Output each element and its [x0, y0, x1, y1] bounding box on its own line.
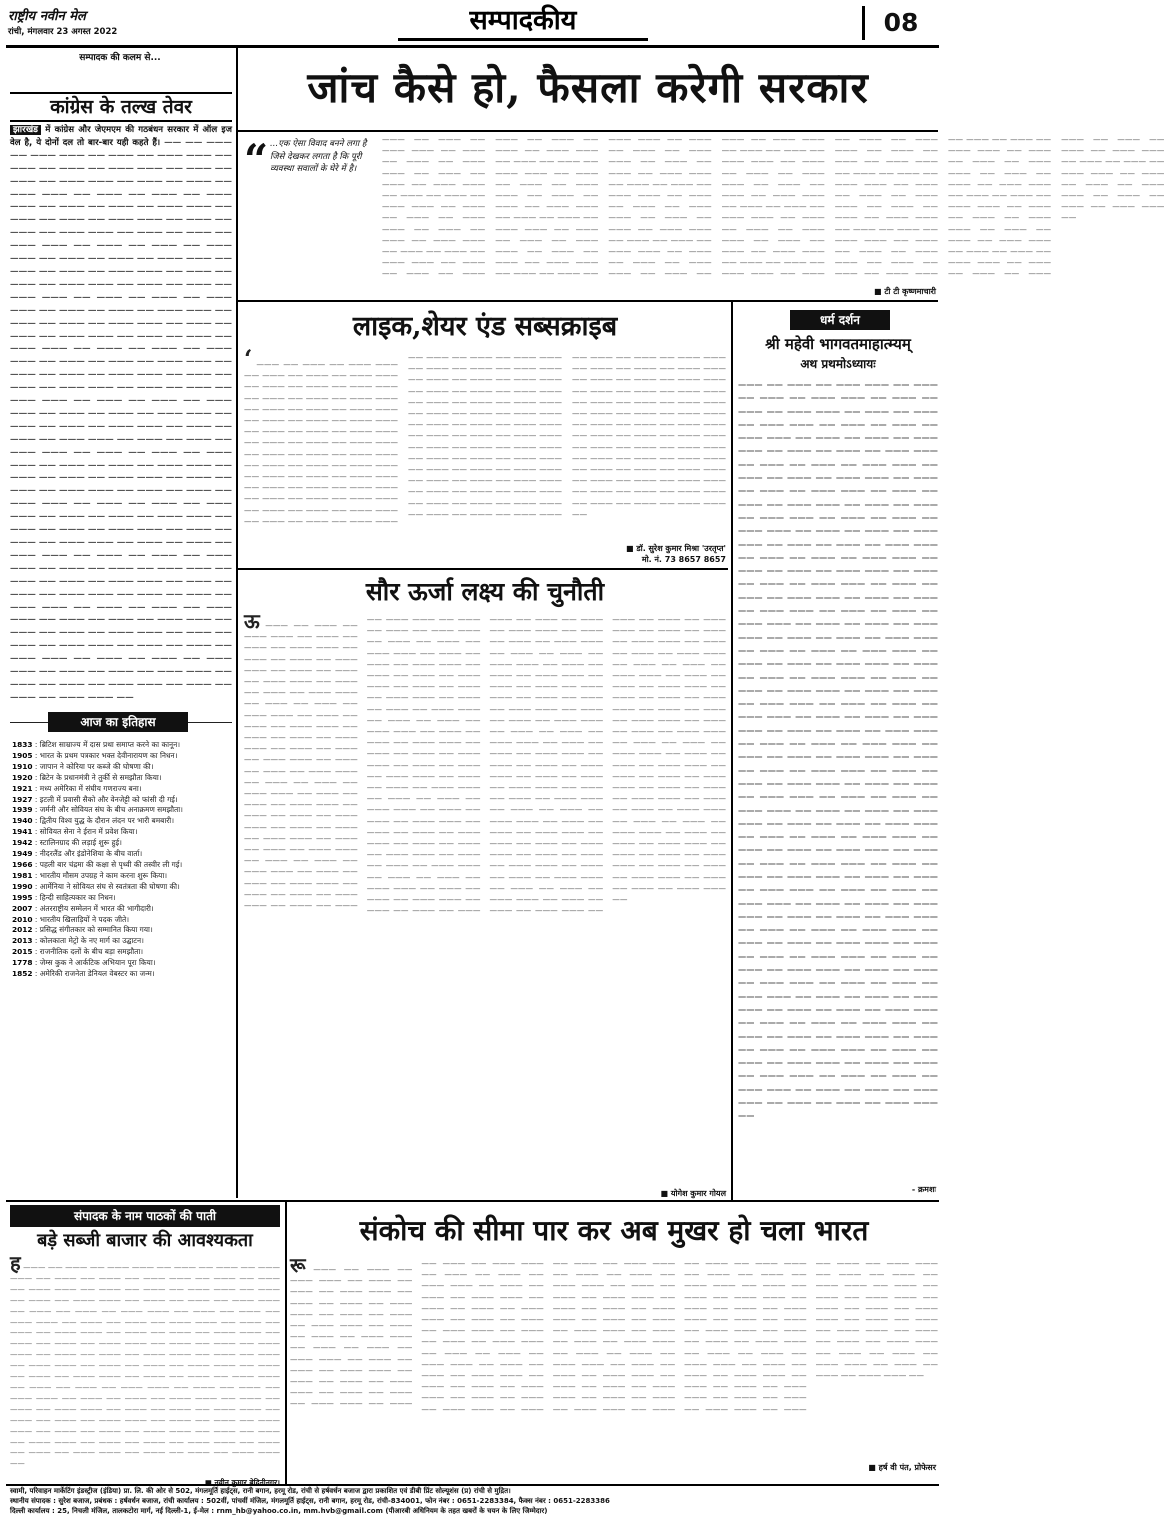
india-byline: ■ हर्ष वी पंत, प्रोफेसर [868, 1463, 936, 1472]
pull-quote: ...एक ऐसा विवाद बनने लगा है जिसे देखकर लगता है कि पूरी व्यवस्था सवालों के घेरे में है। [270, 139, 367, 175]
solar-drop-cap: ऊ [244, 609, 260, 633]
like-share-mobile: मो. नं. 73 8657 8657 [641, 555, 726, 564]
history-year: 1910 [12, 761, 33, 771]
editorial-title: कांग्रेस के तल्ख तेवर [10, 92, 232, 122]
history-year: 1852 [12, 969, 33, 979]
history-text: पहली बार चंद्रमा की कक्षा से पृथ्वी की तस्वीर ली गई। [39, 859, 183, 869]
like-share-byline: ■ डॉ. सुरेश कुमार मिश्रा 'उरतृप्त' [626, 544, 726, 553]
history-item: 1990 : आर्मेनिया ने सोवियत संघ से स्वतंत्रता की घोषणा की। [12, 881, 180, 891]
history-item: 1966 : पहली बार चंद्रमा की कक्षा से पृथ्वी की तस्वीर ली गई। [12, 859, 183, 869]
history-title: आज का इतिहास [48, 712, 188, 732]
history-text: अंतरराष्ट्रीय सम्मेलन में भारत की भागीदारी। [39, 903, 154, 913]
dharm-subtitle: अथ प्रथमोऽध्यायः [800, 357, 876, 371]
solar-byline: ■ योगेश कुमार गोयल [560, 1188, 726, 1199]
history-item: 2015 : राजनीतिक दलों के बीच बड़ा समझौता। [12, 947, 144, 957]
history-text: भारतीय मौसम उपग्रह ने काम करना शुरू किया। [39, 870, 168, 880]
editor-kicker: सम्पादक की कलम से... [79, 53, 161, 63]
history-item: 1981 : भारतीय मौसम उपग्रह ने काम करना शुरू किया। [12, 870, 168, 880]
history-text: अमेरिकी राजनेता डेनियल वेबस्टर का जन्म। [39, 969, 155, 979]
solar-title: सौर ऊर्जा लक्ष्य की चुनौती [365, 577, 605, 606]
history-text: जर्मनी और सोवियत संघ के बीच अनाक्रमण समझौता। [39, 805, 183, 815]
history-year: 2015 [12, 947, 33, 957]
history-year: 2010 [12, 914, 33, 924]
history-item: 2010 : भारतीय खिलाड़ियों ने पदक जीते। [12, 914, 129, 924]
history-text: प्रसिद्ध संगीतकार को सम्मानित किया गया। [39, 925, 153, 935]
main-article-byline-name: टी टी कृष्णमाचारी [884, 287, 936, 296]
history-year: 1939 [12, 805, 33, 815]
dharm-banner: धर्म दर्शन [790, 310, 890, 330]
letters-byline: ■ नवीन कुमार बेदिनीनगर। [204, 1478, 280, 1487]
history-item: 2007 : अंतरराष्ट्रीय सम्मेलन में भारत की भागीदारी। [12, 903, 154, 913]
page-number: 08 [862, 6, 937, 40]
history-year: 1966 [12, 859, 33, 869]
pull-quote-mark: “ [244, 135, 269, 184]
history-item: 1920 : ब्रिटेन के प्रधानमंत्री ने तुर्की से समझौता किया। [12, 772, 162, 782]
history-year: 1949 [12, 849, 33, 859]
like-share-body: ‘ ——— —— ——— —— ——— ——— —— ——— —— ——— —— ——— ——— —— ——— —— ——— —— ——— ——— —— ——— —— ——— —— ——— ——— —— ——— —— ——— —— ——— ——— —— ——— —— ——— —— ——— ——— —— ——— —— ——— —— ——— ——— —— ——— —— ——— —— ——— ——— —— ——— —— ——— —— ——— ——— —— ——— —— ——— —— ——— ——— —— ——— —— ——— —— ——— ——— —— ——— —— ——— —— ——— ——— —— ——— —— ——— —— ——— ——— —— ——— —— ——— —— ——— ——— —— ——— —— ——— —— ——— ——— —— ——— —— ——— —— ——— ——— —— ——— —— ——— —— ——— ——— —— ——— —— ——— —— ——— ——— —— ——— —— ——— —— ——— ——— —— ——— —— ——— —— ——— ——— —— ——— —— ——— —— ——— ——— —— ——— —— ——— —— ——— ——— —— ——— —— ——— —— ——— ——— —— ——— —— ——— —— ——— ——— —— ——— —— ——— —— ——— ——— —— ——— —— ——— —— ——— ——— —— ——— —— ——— —— ——— ——— —— ——— —— ——— —— ——— ——— —— ——— —— ——— —— ——— ——— —— ——— —— ——— —— ——— ——— —— ——— —— ——— —— ——— ——— —— ——— —— ——— —— ——— ——— —— ——— —— ——— —— ——— ——— —— ——— —— ——— —— ——— ——— —— ——— —— ——— —— ——— ——— —— ——— —— ——— —— ——— ——— —— ——— —— ——— —— ——— ——— —— ——— —— ——— —— ——— ——— —— ——— —— ——— —— ——— ——— —— ——— —— ——— —— ——— ——— —— ——— —— ——— —— ——— ——— —— ——— —— ——— —— ——— ——— —— ——— —— ——— —— ——— ——— —— ——— —— ——— —— ——— ——— —— [244, 344, 726, 526]
history-year: 1981 [12, 870, 33, 880]
india-drop-cap: रू [290, 1253, 306, 1277]
history-item: 1910 : जापान ने कोरिया पर कब्जे की घोषणा की। [12, 761, 154, 771]
history-text: नीदरलैंड और इंडोनेशिया के बीच वार्ता। [39, 849, 143, 859]
letters-title: बड़े सब्जी बाजार की आवश्यकता [37, 1230, 253, 1251]
history-year: 1995 [12, 892, 33, 902]
editorial-lead: में कांग्रेस और जेएमएम की गठबंधन सरकार में ऑल इज वेल है, ये दोनों दल तो बार-बार यही कहते हैं। [10, 125, 232, 148]
solar-rule [238, 568, 728, 570]
history-text: ब्रिटिश साम्राज्य में दास प्रथा समाप्त करने का कानून। [39, 740, 181, 749]
letters-author: नवीन कुमार बेदिनीनगर। [214, 1478, 280, 1487]
letters-banner: संपादक के नाम पाठकों की पाती [10, 1205, 280, 1227]
history-item: 1833 : ब्रिटिश साम्राज्य में दास प्रथा समाप्त करने का कानून। [12, 740, 181, 749]
dateline: रांची, मंगलवार 23 अगस्त 2022 [8, 27, 118, 37]
history-list [12, 740, 230, 1104]
section-title: सम्पादकीय [398, 4, 648, 41]
left-column-divider [236, 48, 238, 1198]
pull-quote-box [244, 136, 379, 292]
like-share-title: लाइक,शेयर एंड सब्सक्राइब [352, 311, 618, 342]
paper-name: राष्ट्रीय नवीन मेल [8, 9, 86, 24]
history-item: 1949 : नीदरलैंड और इंडोनेशिया के बीच वार्ता। [12, 849, 143, 859]
history-year: 2007 [12, 903, 33, 913]
history-year: 1927 [12, 794, 33, 804]
editorial-body: झारखंड में कांग्रेस और जेएमएम की गठबंधन सरकार में ऑल इज वेल है, ये दोनों दल तो बार-बार यही कहते हैं। —— —— ——— —— ——— ——— —— ——— —— ——— ——— —— ——— —— ——— —— ——— ——— —— ——— —— ——— —— ——— ——— —— ——— —— ——— —— ——— ——— —— ——— —— ——— —— ——— ——— —— ——— —— ——— —— ——— ——— —— ——— —— ——— —— ——— ——— —— ——— —— ——— —— ——— ——— —— ——— —— ——— —— ——— ——— —— ——— —— ——— —— ——— ——— —— ——— —— ——— —— ——— ——— —— ——— —— ——— —— ——— ——— —— ——— —— ——— —— ——— ——— —— ——— —— ——— —— ——— ——— —— ——— —— ——— —— ——— ——— —— ——— —— ——— —— ——— ——— —— ——— —— ——— —— ——— ——— —— ——— —— ——— —— ——— ——— —— ——— —— ——— —— ——— ——— —— ——— —— ——— —— ——— ——— —— ——— —— ——— —— ——— ——— —— ——— —— ——— —— ——— ——— —— ——— —— ——— —— ——— ——— —— ——— —— ——— —— ——— ——— —— ——— —— ——— —— ——— ——— —— ——— —— ——— —— ——— ——— —— ——— —— ——— —— ——— ——— —— ——— —— ——— —— ——— ——— —— ——— —— ——— —— ——— ——— —— ——— —— ——— —— ——— ——— —— ——— —— ——— —— ——— ——— —— ——— —— ——— —— ——— ——— —— ——— —— ——— —— ——— ——— —— ——— —— ——— —— ——— ——— —— ——— —— ——— —— ——— ——— —— ——— —— ——— —— ——— ——— —— ——— —— ——— —— ——— ——— —— ——— —— ——— —— ——— ——— —— ——— —— ——— —— ——— ——— —— ——— —— ——— —— ——— ——— —— ——— —— ——— —— ——— ——— —— ——— —— ——— —— ——— ——— —— ——— —— ——— —— ——— ——— —— ——— —— ——— —— ——— ——— —— ——— —— ——— —— ——— ——— —— ——— —— ——— —— ——— ——— —— ——— —— ——— —— ——— ——— —— ——— —— ——— —— ——— ——— —— ——— —— ——— —— ——— ——— —— ——— —— ——— —— ——— ——— —— ——— —— ——— —— ——— ——— —— ——— —— ——— —— ——— ——— —— ——— —— ——— —— ——— ——— —— [10, 125, 232, 703]
history-item: 1941 : सोवियत सेना ने ईरान में प्रवेश किया। [12, 827, 138, 837]
imprint-line-2: स्थानीय संपादक : सुरेश बजाज, प्रबंधक : हर्षवर्धन बजाज, रांची कार्यालय : 502वीं, पांचवीं मंजिल, मंगलमूर्ति हाईट्स, रानी बगान, हरमू रोड, रांची-834001, फोन नंबर : 0651-2283384, फैक्स नंबर : 0651-2283386 [10, 1497, 610, 1505]
history-year: 1990 [12, 881, 33, 891]
history-text: राजनीतिक दलों के बीच बड़ा समझौता। [39, 947, 144, 957]
history-text: आर्मेनिया ने सोवियत संघ से स्वतंत्रता की घोषणा की। [39, 881, 180, 891]
history-item: 1939 : जर्मनी और सोवियत संघ के बीच अनाक्रमण समझौता। [12, 805, 183, 815]
history-year: 1921 [12, 783, 33, 793]
main-article-rule [238, 300, 938, 302]
main-article-body: ——— —— ——— —— ——— ——— —— ——— —— ——— —— ——— ——— —— ——— —— ——— —— ——— ——— —— ——— —— ——— —— ——— ——— —— ——— —— ——— —— ——— ——— —— ——— —— ——— —— ——— ——— —— ——— —— ——— —— ——— ——— —— ——— —— ——— —— ——— ——— —— ——— —— ——— —— ——— ——— —— ——— —— ——— —— ——— ——— —— ——— —— ——— —— ——— ——— —— ——— —— ——— —— ——— ——— —— ——— —— ——— —— ——— ——— —— ——— —— ——— —— ——— ——— —— ——— —— ——— —— ——— ——— —— ——— —— ——— —— ——— ——— —— ——— —— ——— —— ——— ——— —— ——— —— ——— —— ——— ——— —— ——— —— ——— —— ——— ——— —— ——— —— ——— —— ——— ——— —— ——— —— ——— —— ——— ——— —— ——— —— ——— —— ——— ——— —— ——— —— ——— —— ——— ——— —— ——— —— ——— —— ——— ——— —— ——— —— ——— —— ——— ——— —— ——— —— ——— —— ——— ——— —— ——— —— ——— —— ——— ——— —— ——— —— ——— —— ——— ——— —— ——— —— ——— —— ——— ——— —— ——— —— ——— —— ——— ——— —— ——— —— ——— —— ——— ——— —— ——— —— ——— —— ——— ——— —— ——— —— ——— —— ——— ——— —— ——— —— ——— —— ——— ——— —— ——— —— ——— —— ——— ——— —— ——— —— ——— —— ——— ——— —— ——— —— ——— —— ——— ——— —— ——— —— ——— —— ——— ——— —— ——— —— ——— —— ——— ——— —— ——— —— ——— —— ——— ——— —— ——— —— ——— —— ——— ——— —— ——— —— ——— —— ——— ——— —— ——— —— ——— —— ——— ——— —— ——— —— ——— —— ——— ——— —— ——— —— ——— —— ——— ——— —— ——— —— ——— —— ——— ——— —— ——— —— ——— —— ——— ——— —— ——— —— ——— —— ——— ——— —— ——— —— ——— —— ——— ——— —— ——— —— ——— —— ——— ——— —— ——— —— ——— —— ——— ——— —— [382, 135, 1164, 279]
history-item: 1995 : हिन्दी साहित्यकार का निधन। [12, 892, 116, 902]
history-year: 2012 [12, 925, 33, 935]
dharm-credit: - क्रमशः [911, 1185, 936, 1194]
history-item: 2012 : प्रसिद्ध संगीतकार को सम्मानित किया गया। [12, 925, 153, 935]
history-year: 1905 [12, 750, 33, 760]
india-body: रू ——— —— ——— —— ——— ——— —— ——— —— ——— —— ——— ——— —— ——— —— ——— —— ——— ——— —— ——— —— ——— —— ——— ——— —— ——— —— ——— —— ——— ——— —— ——— —— ——— —— ——— ——— —— ——— —— ——— —— ——— ——— —— ——— —— ——— —— ——— ——— —— ——— —— ——— —— ——— ——— —— ——— —— ——— —— ——— ——— —— ——— —— ——— —— ——— ——— —— ——— —— ——— —— ——— ——— —— ——— —— ——— —— ——— ——— —— ——— —— ——— —— ——— ——— —— ——— —— ——— —— ——— ——— —— ——— —— ——— —— ——— ——— —— ——— —— ——— —— ——— ——— —— ——— —— ——— —— ——— ——— —— ——— —— ——— —— ——— ——— —— ——— —— ——— —— ——— ——— —— ——— —— ——— —— ——— ——— —— ——— —— ——— —— ——— ——— —— ——— —— ——— —— ——— ——— —— ——— —— ——— —— ——— ——— —— ——— —— ——— —— ——— ——— —— ——— —— ——— —— ——— ——— —— ——— —— ——— —— ——— ——— —— ——— —— ——— —— ——— ——— —— ——— —— ——— —— ——— ——— —— ——— —— ——— —— ——— ——— —— ——— —— ——— —— ——— ——— —— ——— —— ——— —— ——— ——— —— ——— —— ——— —— ——— ——— —— ——— —— ——— —— ——— ——— —— ——— —— ——— —— ——— ——— —— ——— —— ——— —— ——— ——— —— ——— —— ——— —— ——— ——— —— ——— —— ——— —— ——— ——— —— ——— —— ——— —— ——— ——— —— ——— —— ——— —— ——— ——— —— ——— —— ——— —— ——— ——— —— ——— —— ——— —— ——— ——— —— ——— —— ——— —— ——— ——— —— ——— —— ——— —— ——— ——— —— ——— —— ——— —— ——— ——— —— ——— —— ——— —— ——— ——— —— ——— —— ——— —— ——— ——— —— [290, 1253, 938, 1414]
history-year: 1833 [12, 740, 33, 749]
main-article-byline: ■ टी टी कृष्णमाचारी [874, 287, 936, 296]
letters-divider [285, 1202, 287, 1484]
dharm-body: ——— —— ——— —— ——— ——— —— ——— —— ——— —— ——— ——— —— ——— —— ——— —— ——— ——— —— ——— —— ——— —— ——— ——— —— ——— —— ——— —— ——— ——— —— ——— —— ——— —— ——— ——— —— ——— —— ——— —— ——— ——— —— ——— —— ——— —— ——— ——— —— ——— —— ——— —— ——— ——— —— ——— —— ——— —— ——— ——— —— ——— —— ——— —— ——— ——— —— ——— —— ——— —— ——— ——— —— ——— —— ——— —— ——— ——— —— ——— —— ——— —— ——— ——— —— ——— —— ——— —— ——— ——— —— ——— —— ——— —— ——— ——— —— ——— —— ——— —— ——— ——— —— ——— —— ——— —— ——— ——— —— ——— —— ——— —— ——— ——— —— ——— —— ——— —— ——— ——— —— ——— —— ——— —— ——— ——— —— ——— —— ——— —— ——— ——— —— ——— —— ——— —— ——— ——— —— ——— —— ——— —— ——— ——— —— ——— —— ——— —— ——— ——— —— ——— —— ——— —— ——— ——— —— ——— —— ——— —— ——— ——— —— ——— —— ——— —— ——— ——— —— ——— —— ——— —— ——— ——— —— ——— —— ——— —— ——— ——— —— ——— —— ——— —— ——— ——— —— ——— —— ——— —— ——— ——— —— ——— —— ——— —— ——— ——— —— ——— —— ——— —— ——— ——— —— ——— —— ——— —— ——— ——— —— ——— —— ——— —— ——— ——— —— ——— —— ——— —— ——— ——— —— ——— —— ——— —— ——— ——— —— ——— —— ——— —— ——— ——— —— ——— —— ——— —— ——— ——— —— ——— —— ——— —— ——— ——— —— ——— —— ——— —— ——— ——— —— ——— —— ——— —— ——— ——— —— ——— —— ——— —— ——— ——— —— ——— —— ——— —— ——— ——— —— ——— —— ——— —— ——— ——— —— ——— —— ——— —— ——— ——— —— ——— —— ——— —— ——— ——— —— ——— —— ——— —— ——— ——— —— ——— —— ——— —— ——— ——— —— ——— —— ——— —— ——— ——— —— ——— —— ——— —— ——— ——— —— ——— —— ——— —— ——— ——— —— ——— —— ——— —— ——— ——— —— ——— —— ——— —— ——— ——— —— ——— —— ——— —— ——— ——— —— ——— —— ——— —— ——— ——— —— ——— —— ——— —— ——— ——— —— ——— —— ——— —— ——— ——— —— ——— —— ——— —— ——— ——— —— ——— —— ——— —— ——— ——— —— ——— —— ——— —— ——— ——— —— ——— —— ——— —— ——— ——— —— [738, 379, 938, 1121]
lower-section-rule [6, 1200, 939, 1202]
history-text: कोलकाता मेट्रो के नए मार्ग का उद्घाटन। [39, 936, 144, 946]
solar-body: ऊ ——— —— ——— —— ——— ——— —— ——— —— ——— —— ——— ——— —— ——— —— ——— —— ——— ——— —— ——— —— ——— —— ——— ——— —— ——— —— ——— —— ——— ——— —— ——— —— ——— —— ——— ——— —— ——— —— ——— —— ——— ——— —— ——— —— ——— —— ——— ——— —— ——— —— ——— —— ——— ——— —— ——— —— ——— —— ——— ——— —— ——— —— ——— —— ——— ——— —— ——— —— ——— —— ——— ——— —— ——— —— ——— —— ——— ——— —— ——— —— ——— —— ——— ——— —— ——— —— ——— —— ——— ——— —— ——— —— ——— —— ——— ——— —— ——— —— ——— —— ——— ——— —— ——— —— ——— —— ——— ——— —— ——— —— ——— —— ——— ——— —— ——— —— ——— —— ——— ——— —— ——— —— ——— —— ——— ——— —— ——— —— ——— —— ——— ——— —— ——— —— ——— —— ——— ——— —— ——— —— ——— —— ——— ——— —— ——— —— ——— —— ——— ——— —— ——— —— ——— —— ——— ——— —— ——— —— ——— —— ——— ——— —— ——— —— ——— —— ——— ——— —— ——— —— ——— —— ——— ——— —— ——— —— ——— —— ——— ——— —— ——— —— ——— —— ——— ——— —— ——— —— ——— —— ——— ——— —— ——— —— ——— —— ——— ——— —— ——— —— ——— —— ——— ——— —— ——— —— ——— —— ——— ——— —— ——— —— ——— —— ——— ——— —— ——— —— ——— —— ——— ——— —— ——— —— ——— —— ——— ——— —— ——— —— ——— —— ——— ——— —— ——— —— ——— —— ——— ——— —— ——— —— ——— —— ——— ——— —— ——— —— ——— —— ——— ——— —— ——— —— ——— —— ——— ——— —— ——— —— ——— —— ——— ——— —— ——— —— ——— —— ——— ——— —— ——— —— ——— —— ——— ——— —— ——— —— ——— —— ——— ——— —— ——— —— ——— —— ——— ——— —— ——— —— ——— —— ——— ——— —— ——— —— ——— —— ——— ——— —— ——— —— ——— —— ——— ——— —— ——— —— ——— —— ——— ——— —— ——— —— ——— —— ——— ——— —— ——— —— ——— —— ——— ——— —— ——— —— ——— —— ——— ——— —— ——— —— ——— —— ——— ——— —— ——— —— ——— —— ——— ——— —— ——— —— ——— —— ——— ——— —— ——— —— ——— —— ——— ——— —— ——— —— ——— —— ——— ——— —— ——— —— ——— —— ——— ——— —— ——— —— ——— —— ——— ——— —— ——— —— ——— —— ——— ——— —— ——— —— ——— —— ——— ——— —— ——— —— ——— —— ——— ——— —— ——— —— ——— —— ——— ——— —— ——— —— ——— —— ——— ——— —— ——— —— ——— —— ——— ——— —— ——— —— ——— —— ——— ——— —— ——— —— ——— —— ——— ——— —— ——— —— ——— —— ——— ——— —— ——— —— ——— —— ——— ——— —— ——— —— ——— —— ——— ——— —— ——— —— ——— —— ——— ——— —— ——— —— ——— —— ——— ——— —— [244, 609, 726, 916]
history-year: 1942 [12, 838, 33, 848]
history-text: ब्रिटेन के प्रधानमंत्री ने तुर्की से समझौता किया। [39, 772, 162, 782]
history-year: 1940 [12, 816, 33, 826]
history-item: 1921 : मध्य अमेरिका में संघीय गणराज्य बना। [12, 783, 142, 793]
history-text: मध्य अमेरिका में संघीय गणराज्य बना। [39, 783, 142, 793]
history-item: 1940 : द्वितीय विश्व युद्ध के दौरान लंदन पर भारी बमबारी। [12, 816, 174, 826]
letters-body: ह ——— —— ——— —— ——— ——— —— ——— —— ——— —— ——— ——— —— ——— —— ——— —— ——— ——— —— ——— —— ——— —— ——— ——— —— ——— —— ——— —— ——— ——— —— ——— —— ——— —— ——— ——— —— ——— —— ——— —— ——— ——— —— ——— —— ——— —— ——— ——— —— ——— —— ——— —— ——— ——— —— ——— —— ——— —— ——— ——— —— ——— —— ——— —— ——— ——— —— ——— —— ——— —— ——— ——— —— ——— —— ——— —— ——— ——— —— ——— —— ——— —— ——— ——— —— ——— —— ——— —— ——— ——— —— ——— —— ——— —— ——— ——— —— ——— —— ——— —— ——— ——— —— ——— —— ——— —— ——— ——— —— ——— —— ——— —— ——— ——— —— ——— —— ——— —— ——— ——— —— ——— —— ——— —— ——— ——— —— ——— —— ——— —— ——— ——— —— ——— —— ——— —— ——— ——— —— ——— —— ——— —— ——— ——— —— ——— —— ——— —— ——— ——— —— ——— —— ——— —— ——— ——— —— ——— —— ——— —— ——— ——— —— ——— —— ——— —— ——— ——— —— ——— —— ——— —— ——— ——— —— ——— —— ——— —— ——— ——— —— ——— —— ——— —— ——— ——— —— [10, 1251, 280, 1469]
headline-rule [238, 130, 938, 132]
history-text: भारतीय खिलाड़ियों ने पदक जीते। [39, 914, 129, 924]
solar-author: योगेश कुमार गोयल [670, 1189, 726, 1198]
imprint-line-1: स्वामी, परिवाहन मार्केटिंग इंडस्ट्रीज (इंडिया) प्रा. लि. की ओर से 502, मंगलमूर्ति हाईट्स, रानी बगान, हरमू रोड, रांची से हर्षवर्धन बजाज द्वारा प्रकाशित एवं डीबी प्रिंट सोल्यूशंस (प्र) रांची से मुद्रित। [10, 1487, 511, 1495]
like-share-quote-mark: ‘ [244, 344, 253, 373]
india-author: हर्ष वी पंत, प्रोफेसर [878, 1463, 936, 1472]
like-share-author: डॉ. सुरेश कुमार मिश्रा 'उरतृप्त' [636, 544, 726, 553]
imprint-line-3: दिल्ली कार्यालय : 25, निचली मंजिल, तालकटोरा मार्ग, नई दिल्ली-1, ई-मेल : rnm_hb@yahoo.co.in, mm.hvb@gmail.com (पीआरबी अधिनियम के तहत खबरों के चयन के लिए जिम्मेदार) [10, 1507, 548, 1515]
history-year: 1778 [12, 958, 33, 968]
imprint [10, 1486, 935, 1515]
history-text: स्टालिनग्राद की लड़ाई शुरू हुई। [39, 838, 122, 848]
history-item: 1852 : अमेरिकी राजनेता डेनियल वेबस्टर का जन्म। [12, 969, 155, 979]
history-text: भारत के प्रथम पत्रकार भक्त देवीनारायण का निधन। [39, 750, 178, 760]
history-year: 1920 [12, 772, 33, 782]
history-year: 1941 [12, 827, 33, 837]
history-item: 2013 : कोलकाता मेट्रो के नए मार्ग का उद्घाटन। [12, 936, 144, 946]
letters-drop-cap: ह [10, 1251, 21, 1275]
history-item: 1905 : भारत के प्रथम पत्रकार भक्त देवीनारायण का निधन। [12, 750, 178, 760]
dharm-title: श्री महेवी भागवतमाहात्म्यम् [765, 335, 911, 353]
history-text: हिन्दी साहित्यकार का निधन। [39, 892, 116, 902]
history-year: 2013 [12, 936, 33, 946]
history-text: इटली में प्रवासी सैको और वेनजेट्टी को फांसी दी गई। [39, 794, 178, 804]
history-text: जेम्स कुक ने आर्कटिक अभियान पूरा किया। [39, 958, 156, 968]
history-text: द्वितीय विश्व युद्ध के दौरान लंदन पर भारी बमबारी। [39, 816, 174, 826]
history-text: सोवियत सेना ने ईरान में प्रवेश किया। [39, 827, 138, 837]
history-text: जापान ने कोरिया पर कब्जे की घोषणा की। [39, 761, 154, 771]
history-item: 1778 : जेम्स कुक ने आर्कटिक अभियान पूरा किया। [12, 958, 156, 968]
main-headline: जांच कैसे हो, फैसला करेगी सरकार [307, 63, 869, 112]
india-title: संकोच की सीमा पार कर अब मुखर हो चला भारत [359, 1214, 869, 1247]
history-item: 1927 : इटली में प्रवासी सैको और वेनजेट्टी को फांसी दी गई। [12, 794, 178, 804]
editorial-dateline: झारखंड [10, 125, 41, 135]
right-column-divider [731, 302, 733, 1200]
history-item: 1942 : स्टालिनग्राद की लड़ाई शुरू हुई। [12, 838, 122, 848]
